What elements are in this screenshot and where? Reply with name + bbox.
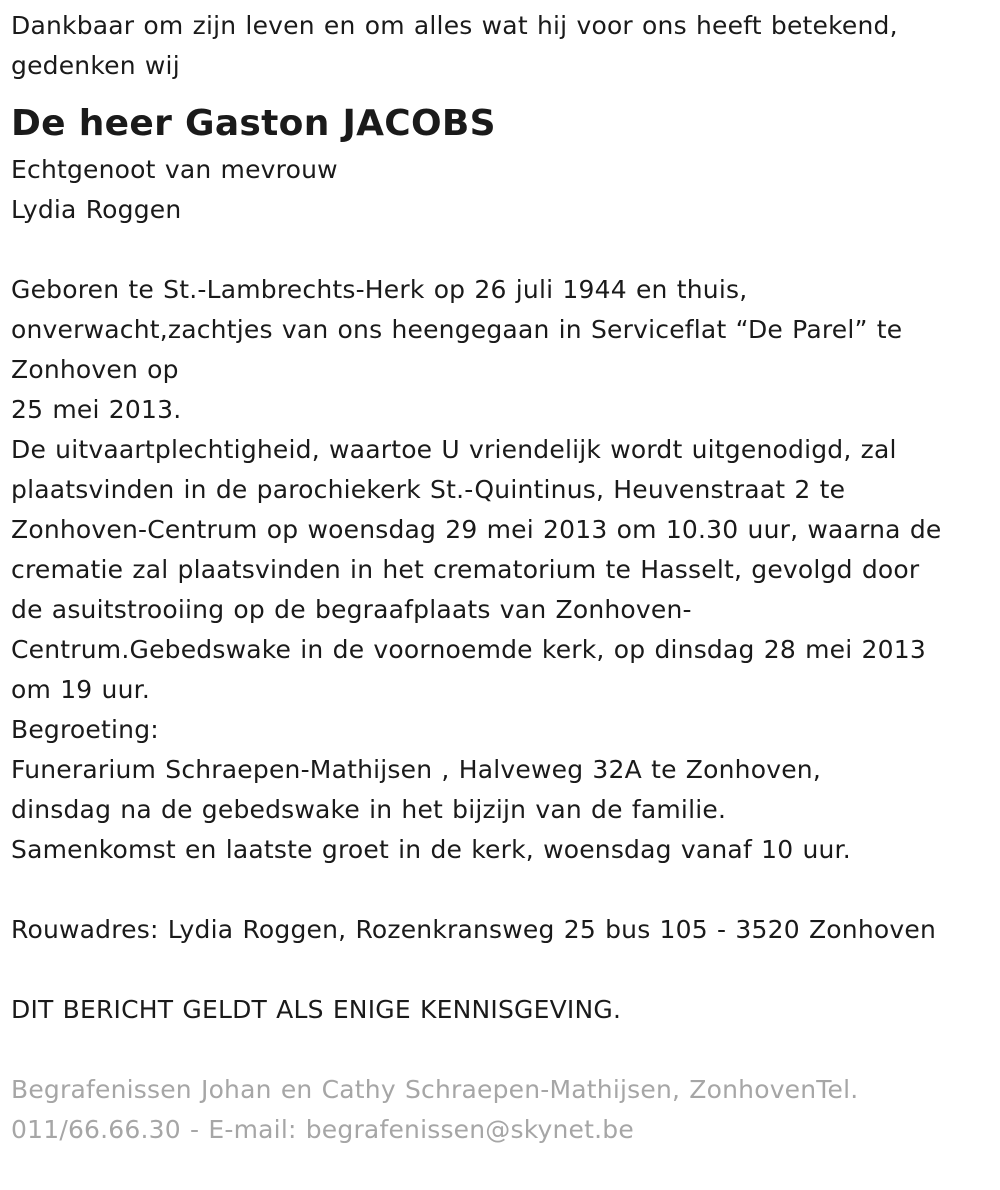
mourning-address: Rouwadres: Lydia Roggen, Rozenkransweg 25 bus 105 - 3520 Zonhoven — [11, 915, 936, 944]
body-line: dinsdag na de gebedswake in het bijzijn van de familie. — [11, 795, 727, 824]
body-line: Zonhoven op — [11, 355, 179, 384]
body-line: onverwacht,zachtjes van ons heengegaan in Serviceflat “De Parel” te — [11, 315, 903, 344]
spouse-line: Echtgenoot van mevrouw — [11, 155, 338, 184]
spouse-name: Lydia Roggen — [11, 195, 182, 224]
intro-text — [11, 6, 986, 86]
intro-line: gedenken wij — [11, 51, 180, 80]
footer-line: 011/66.66.30 - E-mail: begrafenissen@skynet.be — [11, 1115, 634, 1144]
footer-line: Begrafenissen Johan en Cathy Schraepen-Mathijsen, ZonhovenTel. — [11, 1075, 859, 1104]
body-line: Begroeting: — [11, 715, 159, 744]
body-line: de asuitstrooiing op de begraafplaats van Zonhoven- — [11, 595, 692, 624]
body-line: De uitvaartplechtigheid, waartoe U vriendelijk wordt uitgenodigd, zal — [11, 435, 897, 464]
body-line: crematie zal plaatsvinden in het crematorium te Hasselt, gevolgd door — [11, 555, 920, 584]
funeral-home-footer — [11, 1070, 986, 1150]
deceased-name: De heer Gaston JACOBS — [11, 103, 496, 144]
body-line: om 19 uur. — [11, 675, 150, 704]
body-line: Funerarium Schraepen-Mathijsen , Halveweg 32A te Zonhoven, — [11, 755, 821, 784]
body-line: Samenkomst en laatste groet in de kerk, woensdag vanaf 10 uur. — [11, 835, 851, 864]
body-line: Zonhoven-Centrum op woensdag 29 mei 2013 om 10.30 uur, waarna de — [11, 515, 942, 544]
body-line: Geboren te St.-Lambrechts-Herk op 26 juli 1944 en thuis, — [11, 275, 748, 304]
body-line: 25 mei 2013. — [11, 395, 182, 424]
body-line: plaatsvinden in de parochiekerk St.-Quintinus, Heuvenstraat 2 te — [11, 475, 846, 504]
death-notice — [11, 6, 986, 1150]
intro-line: Dankbaar om zijn leven en om alles wat hij voor ons heeft betekend, — [11, 11, 898, 40]
official-notice: DIT BERICHT GELDT ALS ENIGE KENNISGEVING. — [11, 995, 622, 1024]
body-line: Centrum.Gebedswake in de voornoemde kerk, op dinsdag 28 mei 2013 — [11, 635, 926, 664]
notice-body — [11, 270, 986, 870]
spouse-info — [11, 150, 986, 230]
